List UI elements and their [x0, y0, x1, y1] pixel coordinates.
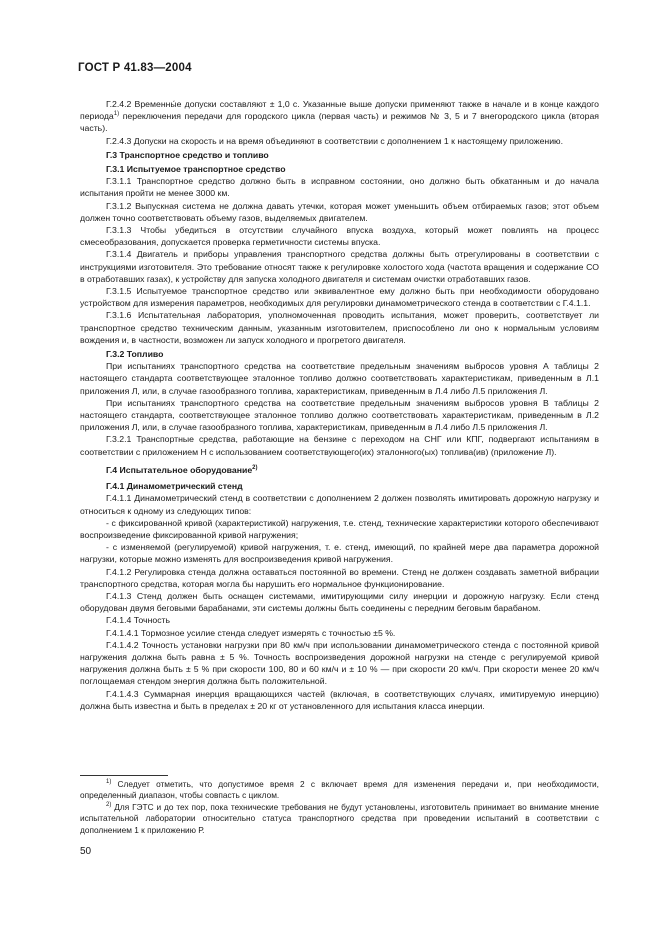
page-header: ГОСТ Р 41.83—2004 [78, 62, 192, 74]
paragraph-g314: Г.3.1.4 Двигатель и приборы управления транспортного средства должны быть отрегулированы в соответствии с инструкциями изготовителя. Это требование относят также к регулировке холостого хода (частота вращения и содержание СО в отработавших газах), к устройству для запуска холодного двигателя и системам очистки отработавших газов. [80, 249, 599, 284]
footnote-divider [80, 775, 168, 776]
list-item-adjustable-curve: - с изменяемой (регулируемой) кривой нагружения, т. е. стенд, имеющий, по крайней мере два параметра дорожной нагрузки, которые можно изменять для воспроизведения кривой нагружения. [80, 542, 599, 565]
paragraph-g412: Г.4.1.2 Регулировка стенда должна оставаться постоянной во времени. Стенд не должен создавать заметной вибрации транспортного средства, которая могла бы нарушить его нормальное функционирование. [80, 566, 599, 589]
document-body [80, 98, 599, 712]
page-number: 50 [80, 846, 92, 857]
footnote-ref-2: 2) [252, 465, 258, 471]
heading-g41: Г.4.1 Динамометрический стенд [106, 481, 243, 492]
paragraph-g321: Г.3.2.1 Транспортные средства, работающие на бензине с переходом на СНГ или КПГ, подвергают испытаниям в соответствии с приложением Н с использованием соответствующего(их) эталонного(ых) топлива(ив) (приложение Л). [80, 434, 599, 457]
paragraph-g311: Г.3.1.1 Транспортное средство должно быть в исправном состоянии, оно должно быть обкатанным и до начала испытания пройти не менее 3000 км. [80, 176, 599, 199]
paragraph-g4142: Г.4.1.4.2 Точность установки нагрузки при 80 км/ч при использовании динамометрического стенда с постоянной кривой нагружения должна быть равна ± 5 %. Точность воспроизведения дорожной нагрузки на стенде с регулируемой кривой нагружения должна быть ± 5 % при скорости 100, 80 и 60 км/ч и ± 10 % — при скорости 20 км/ч. При скорости менее 20 км/ч поглощаемая стендом энергия должна быть положительной. [80, 639, 599, 687]
paragraph-g313: Г.3.1.3 Чтобы убедиться в отсутствии случайного впуска воздуха, который может повлиять на процесс смесеобразования, допускается проверка герметичности системы впуска. [80, 225, 599, 248]
heading-g31: Г.3.1 Испытуемое транспортное средство [106, 164, 286, 175]
paragraph-g316: Г.3.1.6 Испытательная лаборатория, уполномоченная проводить испытания, может проверить, соответствует ли транспортное средство техническим данным, указанным изготовителем, приспособлено ли оно к нормальным условиям вождения и, в частности, возможен ли запуск холодного и прогретого двигателя. [80, 310, 599, 345]
paragraph-g312: Г.3.1.2 Выпускная система не должна давать утечки, которая может уменьшить объем отбираемых газов; этот объем должен точно соответствовать объему газов, выделяемых двигателем. [80, 200, 599, 223]
paragraph-g243: Г.2.4.3 Допуски на скорость и на время объединяют в соответствии с дополнением 1 к настоящему приложению. [106, 135, 563, 146]
paragraph-g4143: Г.4.1.4.3 Суммарная инерция вращающихся частей (включая, в соответствующих случаях, имитируемую инерцию) должна быть известна и быть в пределах ± 20 кг от установленного для испытания класса инерции. [80, 688, 599, 711]
heading-g4: Г.4 Испытательное оборудование$^{2)}$ [106, 464, 258, 475]
heading-g3: Г.3 Транспортное средство и топливо [106, 149, 269, 160]
paragraph-g315: Г.3.1.5 Испытуемое транспортное средство или эквивалентное ему должно быть при необходимости оборудовано устройством для измерения параметров, необходимых для регулировки динамометрического стенда в соответствии с Г.4.1.1. [80, 286, 599, 309]
footnote-2: $^{2)}$ Для ГЭТС и до тех пор, пока технические требования не будут установлены, изготовитель принимает во внимание мнение испытательной лаборатории относительно статуса транспортного средства при проведении испытаний в соответствии с дополнением 1 к приложению Р. [80, 801, 599, 835]
footnotes [80, 779, 599, 836]
footnote-1: $^{1)}$ Следует отметить, что допустимое время 2 с включает время для изменения передачи и, при необходимости, определенный диапазон, чтобы совпасть с циклом. [80, 779, 599, 801]
paragraph-g414: Г.4.1.4 Точность [106, 615, 171, 626]
paragraph-g413: Г.4.1.3 Стенд должен быть оснащен системами, имитирующими силу инерции и дорожную нагрузку. Если стенд оборудован двумя беговыми барабанами, эти системы должны быть соединены с передним беговым барабаном. [80, 590, 599, 614]
paragraph-g4141: Г.4.1.4.1 Тормозное усилие стенда следует измерять с точностью ±5 %. [106, 627, 396, 638]
paragraph-fuel-level-a: При испытаниях транспортного средства на соответствие предельным значениям выбросов уровня А таблицы 2 настоящего стандарта соответствующее эталонное топливо должно соответствовать характеристикам, приведенным в Л.1 приложения Л, или, в случае газообразного топлива, характеристикам, приведенным в Л.4 либо Л.5 приложения Л. [80, 361, 599, 396]
footnote-ref-1: 1) [113, 111, 120, 118]
paragraph-g411: Г.4.1.1 Динамометрический стенд в соответствии с дополнением 2 должен позволять имитировать дорожную нагрузку и относиться к одному из следующих типов: [80, 493, 599, 516]
paragraph-g242: Г.2.4.2 Временны́е допуски составляют ± 1,0 с. Указанные выше допуски применяют также в начале и в конце каждого периода$^{1)}$ переключения передачи для городского цикла (первая часть) и режимов № 3, 5 и 7 внегородского цикла (вторая часть). [80, 99, 599, 134]
heading-g32: Г.3.2 Топливо [106, 349, 164, 360]
list-item-fixed-curve: - с фиксированной кривой (характеристикой) нагружения, т.е. стенд, технические характеристики которого обеспечивают воспроизведение фиксированной кривой нагружения; [80, 517, 599, 540]
paragraph-fuel-level-b: При испытаниях транспортного средства на соответствие предельным значениям выбросов уровня В таблицы 2 настоящего стандарта, соответствующее эталонное топливо должно соответствовать характеристикам, приведенным в Л.2 приложения Л, или, в случае газообразного топлива, характеристикам, приведенным в Л.4 либо Л.5 приложения Л. [80, 397, 599, 433]
